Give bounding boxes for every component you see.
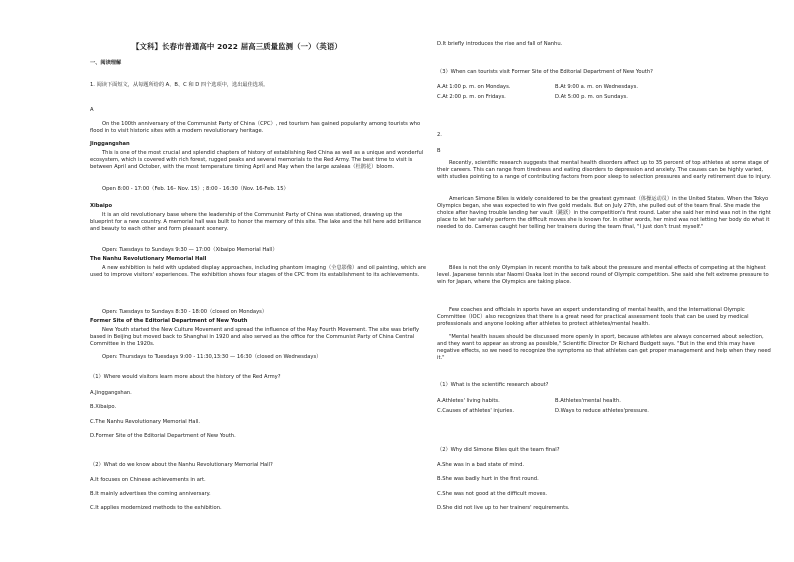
passage-intro: On the 100th anniversary of the Communist Party of China（CPC）, red tourism has gained popularity among tourists who flood in to visit historic sites with a modern revolutionary heritage. [90, 121, 421, 135]
site-hours-nanhu: Open: Tuesdays to Sundays 8:30 - 18:00（closed on Mondays） [102, 309, 268, 315]
passage-b-paragraph-4: Few coaches and officials in sports have an expert understanding of mental health, and the International Olympic Committee（IOC）also recognizes that there is a great need for practical assessment tools that can be used by medical professionals and anyone looking after athletes to protect athletes/mental health. [437, 307, 749, 328]
question-a1-option-a[interactable]: A.Jinggangshan. [90, 390, 132, 396]
site-hours-xibaipo: Open: Tuesdays to Sundays 9:30 — 17:00（Xibaipo Memorial Hall） [102, 247, 278, 253]
instruction-text: 1. 阅读下面短文，从每题所给的 A、B、C 和 D 四个选项中，选出最佳选项。 [90, 82, 269, 88]
question-a2-option-d[interactable]: D.It briefly introduces the rise and fall of Nanhu. [437, 41, 563, 47]
question-a2-option-a[interactable]: A.It focuses on Chinese achievements in art. [90, 477, 206, 483]
question-b2-option-d[interactable]: D.She did not live up to her trainers' requirements. [437, 505, 570, 511]
question-b2-option-c[interactable]: C.She was not good at the difficult moves. [437, 491, 548, 497]
question-b1-option-a[interactable]: A.Athletes' living habits. [437, 398, 500, 404]
site-desc-nanhu: A new exhibition is held with updated display approaches, including phantom imaging（全息影像）and oil painting, which are used to improve visitors' experiences. The exhibition shows four stages of the CPC from its establishment to its achievements. [90, 265, 427, 279]
question-a3-stem: （3）When can tourists visit Former Site of the Editorial Department of New Youth? [437, 69, 653, 75]
question-a1-stem: （1）Where would visitors learn more about the history of the Red Army? [90, 374, 281, 380]
site-hours-jinggangshan: Open 8:00 - 17:00（Feb. 16– Nov. 15）; 8:00 - 16:30（Nov. 16-Feb. 15） [102, 186, 289, 192]
passage-a-label: A [90, 107, 94, 113]
site-name-new-youth: Former Site of the Editorial Department of New Youth [90, 318, 248, 324]
question-number: 2. [437, 132, 442, 138]
passage-b-paragraph-2: American Simone Biles is widely considered to be the greatest gymnast（体操运动员）in the United States. When the Tokyo Olympics began, she was expected to win five gold medals. But on July 27th, she pulled out of the team final. She made the choice after having trouble landing her vault（跳跃）in the competition's first round. Later she said her mind was not in the right place to let her safely perform the difficult moves she is known for. In other words, her mind was not letting her body do what it needed to do. Cameras caught her telling her trainers during the team final, "I just don't trust myself." [437, 196, 771, 231]
question-a3-option-b[interactable]: B.At 9:00 a. m. on Wednesdays. [555, 84, 638, 90]
question-a3-option-c[interactable]: C.At 2:00 p. m. on Fridays. [437, 94, 506, 100]
question-b2-option-a[interactable]: A.She was in a bad state of mind. [437, 462, 525, 468]
section-heading: 一、阅读理解 [90, 60, 122, 66]
question-b1-stem: （1）What is the scientific research about? [437, 382, 549, 388]
passage-b-paragraph-3: Biles is not the only Olympian in recent months to talk about the pressure and mental effects of competing at the highest level. Japanese tennis star Naomi Osaka lost in the second round of Olympic competition. She said she felt extreme pressure to win for Japan, where the Olympics are taking place. [437, 265, 769, 286]
question-b1-option-b[interactable]: B.Athletes'mental health. [555, 398, 621, 404]
question-a3-option-d[interactable]: D.At 5:00 p. m. on Sundays. [555, 94, 628, 100]
question-b2-stem: （2）Why did Simone Biles quit the team final? [437, 447, 560, 453]
question-a1-option-b[interactable]: B.Xibaipo. [90, 404, 117, 410]
question-b2-option-b[interactable]: B.She was badly hurt in the first round. [437, 476, 539, 482]
site-name-nanhu: The Nanhu Revolutionary Memorial Hall [90, 256, 207, 262]
question-a1-option-d[interactable]: D.Former Site of the Editorial Department of New Youth. [90, 433, 236, 439]
question-b1-option-c[interactable]: C.Causes of athletes' injuries. [437, 408, 514, 414]
passage-b-paragraph-5: "Mental health issues should be discussed more openly in sport, because athletes are always concerned about selection, and they want to appear as strong as possible," Scientific Director Dr Richard Budgett says. "But in the end this may have negative effects, so we need to recognize the symptoms so that athletes can get proper management and help when they need it." [437, 334, 771, 362]
question-a2-stem: （2）What do we know about the Nanhu Revolutionary Memorial Hall? [90, 462, 273, 468]
question-a2-option-c[interactable]: C.It applies modernized methods to the exhibition. [90, 505, 222, 511]
site-desc-xibaipo: It is an old revolutionary base where the leadership of the Communist Party of China was stationed, drawing up the blueprint for a new country. A memorial hall was built to honor the memory of this site. The lake and the hill here add brilliance and beauty to each other and form pleasant scenery. [90, 212, 422, 233]
exam-title: 【文科】长春市普通高中 2022 届高三质量监测（一）（英语） [132, 42, 342, 51]
site-desc-jinggangshan: This is one of the most crucial and splendid chapters of history of establishing Red China as well as a unique and wonderful ecosystem, which is covered with rich forest, rugged peaks and several memorials to the Red Army. The best time to visit is between April and October, with the most temperature timing April and May when the large azaleas（杜鹃花）bloom. [90, 150, 424, 171]
question-b1-option-d[interactable]: D.Ways to reduce athletes'pressure. [555, 408, 649, 414]
site-name-jinggangshan: Jinggangshan [90, 141, 130, 147]
passage-b-label: B [437, 148, 441, 154]
question-a1-option-c[interactable]: C.The Nanhu Revolutionary Memorial Hall. [90, 419, 200, 425]
question-a3-option-a[interactable]: A.At 1:00 p. m. on Mondays. [437, 84, 511, 90]
question-a2-option-b[interactable]: B.It mainly advertises the coming anniversary. [90, 491, 211, 497]
passage-b-paragraph-1: Recently, scientific research suggests that mental health disorders affect up to 35 percent of top athletes at some stage of their careers. This can range from tiredness and eating disorders to depression and anxiety. The causes can be highly varied, with studies pointing to a range of contributing factors from poor sleep to selection pressures and early retirement due to injury. [437, 160, 771, 181]
site-hours-new-youth: Open: Thursdays to Tuesdays 9:00 - 11:30,13:30 — 16:30（closed on Wednesdays） [102, 354, 322, 360]
site-name-xibaipo: Xibaipo [90, 203, 113, 209]
site-desc-new-youth: New Youth started the New Culture Movement and spread the influence of the May Fourth Movement. The site was briefly based in Beijing but moved back to Shanghai in 1920 and also served as the office for the Communist Party of China Central Committee in the 1920s. [90, 327, 420, 348]
